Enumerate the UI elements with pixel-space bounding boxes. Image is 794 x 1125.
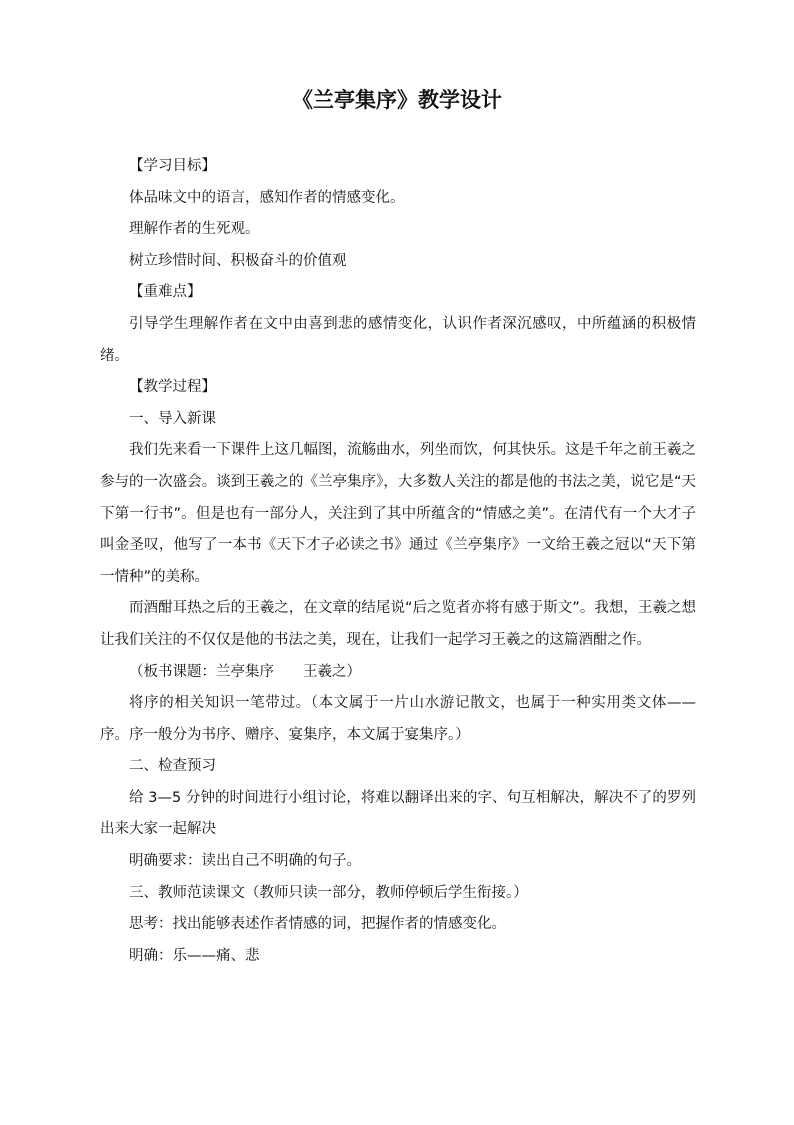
step-heading-reading: 三、教师范读课文（教师只读一部分，教师停顿后学生衔接。） xyxy=(129,884,528,901)
section-heading-process: 【教学过程】 xyxy=(129,379,216,396)
step-heading-preview: 二、检查预习 xyxy=(129,758,216,775)
board-note: （板书课题：兰亭集序 王羲之） xyxy=(129,663,361,680)
goal-item: 体品味文中的语言，感知作者的情感变化。 xyxy=(129,189,405,206)
document-body xyxy=(100,151,696,972)
preface-note: 将序的相关知识一笔带过。（本文属于一片山水游记散文，也属于一种实用类文体——序。序一般分为书序、赠序、宴集序，本文属于宴集序。） xyxy=(100,695,696,743)
thinking-question: 思考：找出能够表述作者情感的词，把握作者的情感变化。 xyxy=(129,916,506,933)
goal-item: 树立珍惜时间、积极奋斗的价值观 xyxy=(129,252,347,269)
document-title: 《兰亭集序》教学设计 xyxy=(292,87,502,112)
step-heading-intro: 一、导入新课 xyxy=(129,410,216,427)
section-heading-goals: 【学习目标】 xyxy=(129,158,216,174)
key-points-text: 引导学生理解作者在文中由喜到悲的感情变化，认识作者深沉感叹，中所蕴涵的积极情绪。 xyxy=(100,315,696,364)
section-heading-key-points: 【重难点】 xyxy=(129,284,202,301)
clarification: 明确：乐——痛、悲 xyxy=(129,947,260,964)
intro-paragraph-2: 而酒酣耳热之后的王羲之，在文章的结尾说“后之览者亦将有感于斯文”。我想，王羲之想让我们关注的不仅仅是他的书法之美，现在，让我们一起学习王羲之的这篇酒酣之作。 xyxy=(100,600,696,648)
preview-requirement: 明确要求：读出自己不明确的句子。 xyxy=(129,853,361,870)
intro-paragraph: 我们先来看一下课件上这几幅图，流觞曲水，列坐而饮，何其快乐。这是千年之前王羲之参与的一次盛会。谈到王羲之的《兰亭集序》，大多数人关注的都是他的书法之美，说它是“天下第一行书”。但是也有一部分人，关注到了其中所蕴含的“情感之美”。在清代有一个大才子叫金圣叹，他写了一本书《天下才子必读之书》通过《兰亭集序》一文给王羲之冠以“天下第一情种”的美称。 xyxy=(100,442,696,585)
goal-item: 理解作者的生死观。 xyxy=(129,221,260,238)
preview-instructions: 给 3—5 分钟的时间进行小组讨论，将难以翻译出来的字、句互相解决，解决不了的罗列出来大家一起解决 xyxy=(100,789,696,838)
